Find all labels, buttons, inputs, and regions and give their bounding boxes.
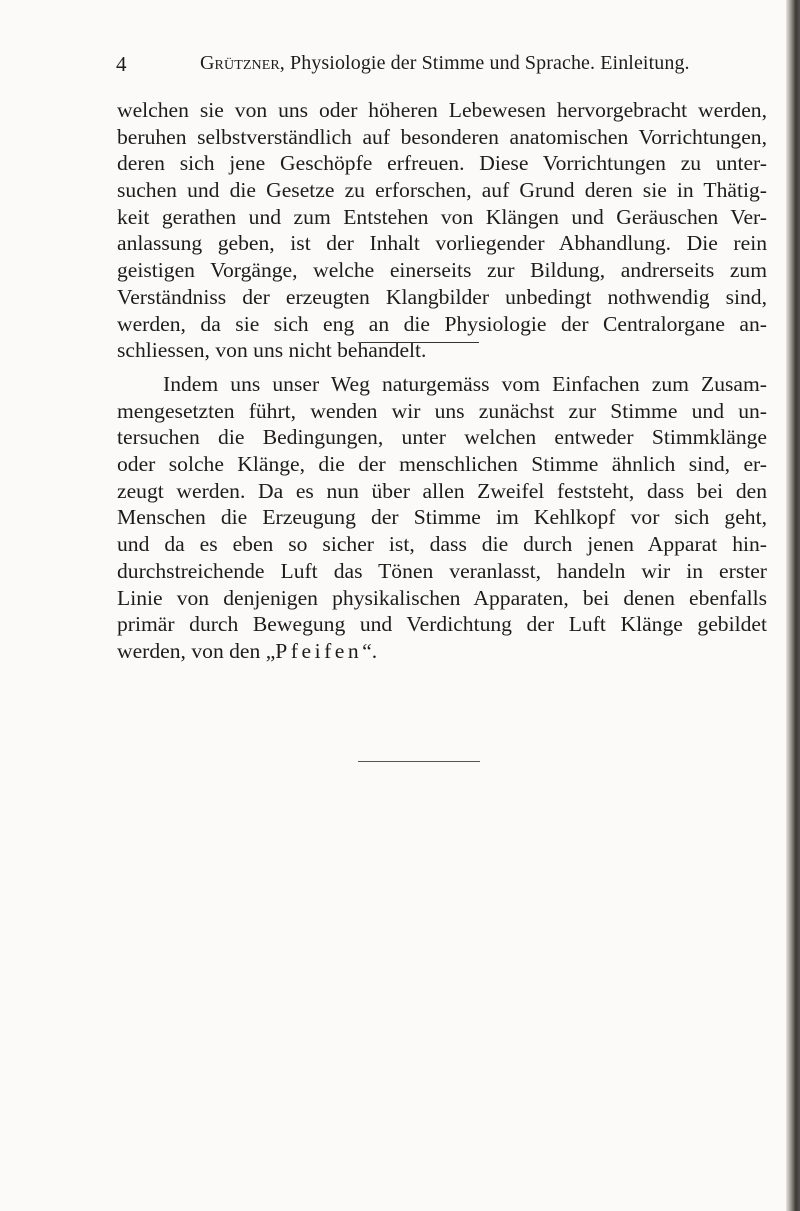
running-head-author: Grützner <box>200 52 280 74</box>
text-line: Linie von denjenigen physikalischen Apparaten, bei denen ebenfalls <box>117 585 767 610</box>
running-head <box>0 52 800 82</box>
text-line: Verständniss der erzeugten Klangbilder unbedingt nothwendig sind, <box>117 284 767 309</box>
text-line: Indem uns unser Weg naturgemäss vom Einfachen zum Zusam- <box>163 372 767 396</box>
running-head-text: , Physiologie der Stimme und Sprache. Einleitung. <box>279 52 690 74</box>
page-number: 4 <box>116 52 127 76</box>
text-line: primär durch Bewegung und Verdichtung der Luft Klänge gebildet <box>117 612 767 637</box>
end-divider <box>358 761 480 762</box>
page-edge-shadow <box>786 0 800 1211</box>
final-line-prefix: werden, von den „ <box>117 638 276 663</box>
paragraph-1 <box>117 97 767 364</box>
section-divider <box>361 342 479 343</box>
text-line: durchstreichende Luft das Tönen veranlasst, handeln wir in erster <box>117 558 767 583</box>
text-line: oder solche Klänge, die der menschlichen Stimme ähnlich sind, er- <box>117 452 767 477</box>
text-line: zeugt werden. Da es nun über allen Zweifel feststeht, dass bei den <box>117 478 767 503</box>
text-line: mengesetzten führt, wenden wir uns zunächst zur Stimme und un- <box>117 398 767 423</box>
text-line: Menschen die Erzeugung der Stimme im Kehlkopf vor sich geht, <box>117 505 767 530</box>
text-line: keit gerathen und zum Entstehen von Klängen und Geräuschen Ver- <box>117 204 767 229</box>
final-line-suffix: “. <box>362 638 378 663</box>
text-line: tersuchen die Bedingungen, unter welchen entweder Stimmklänge <box>117 425 767 450</box>
text-line-final <box>117 638 767 665</box>
text-line: suchen und die Gesetze zu erforschen, auf Grund deren sie in Thätig- <box>117 178 767 203</box>
text-line: beruhen selbstverständlich auf besonderen anatomischen Vorrichtungen, <box>117 124 767 149</box>
running-head-title <box>200 52 690 75</box>
text-line: welchen sie von uns oder höheren Lebewesen hervorgebracht werden, <box>117 98 767 122</box>
text-line: schliessen, von uns nicht behandelt. <box>117 338 427 363</box>
text-line: werden, da sie sich eng an die Physiologie der Centralorgane an- <box>117 311 767 336</box>
text-line: und da es eben so sicher ist, dass die durch jenen Apparat hin- <box>117 532 767 557</box>
text-line: anlassung geben, ist der Inhalt vorliegender Abhandlung. Die rein <box>117 231 767 256</box>
text-line: geistigen Vorgänge, welche einerseits zur Bildung, andrerseits zum <box>117 258 767 283</box>
spaced-term-pfeifen: Pfeifen <box>275 638 363 663</box>
paragraph-2 <box>117 371 767 665</box>
text-line: deren sich jene Geschöpfe erfreuen. Diese Vorrichtungen zu unter- <box>117 151 767 176</box>
